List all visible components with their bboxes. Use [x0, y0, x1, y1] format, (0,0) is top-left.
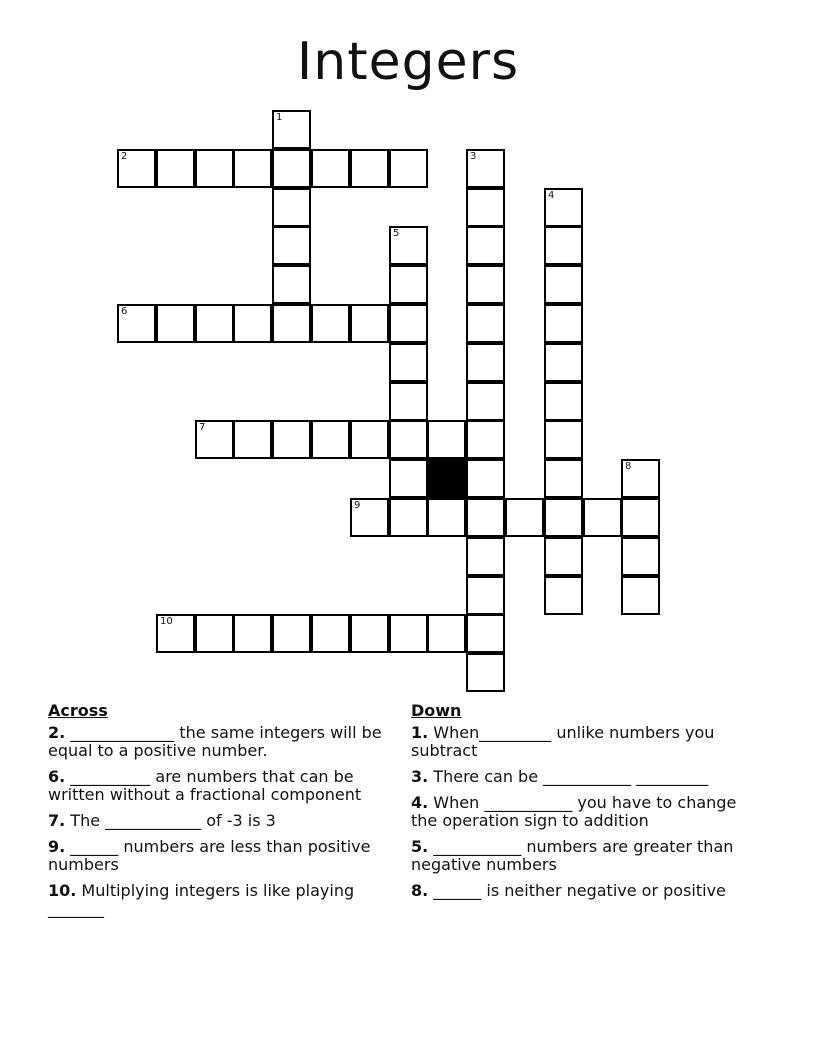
- clue-down-1: [411, 724, 756, 760]
- down-clues: [411, 702, 756, 908]
- across-clues: [48, 702, 388, 926]
- clue-text: __________ are numbers that can be written without a fractional component: [48, 767, 362, 804]
- crossword-cell[interactable]: [466, 149, 505, 188]
- crossword-cell[interactable]: [156, 614, 195, 653]
- crossword-cell[interactable]: [311, 614, 350, 653]
- clue-number-label: 4: [548, 190, 555, 201]
- crossword-cell[interactable]: [117, 149, 156, 188]
- clue-number-label: 7: [199, 422, 206, 433]
- crossword-cell[interactable]: [427, 498, 466, 537]
- crossword-cell[interactable]: [350, 420, 389, 459]
- clue-across-2: [48, 724, 388, 760]
- crossword-cell[interactable]: [350, 149, 389, 188]
- crossword-cell[interactable]: [195, 304, 234, 343]
- clue-text: ______ is neither negative or positive: [428, 881, 726, 900]
- crossword-cell[interactable]: [311, 420, 350, 459]
- clue-number-label: 1: [276, 112, 283, 123]
- clue-number: 5.: [411, 837, 429, 856]
- across-heading: Across: [48, 701, 108, 720]
- crossword-cell[interactable]: [544, 226, 583, 265]
- crossword-cell[interactable]: [466, 265, 505, 304]
- crossword-cell[interactable]: [544, 265, 583, 304]
- clue-number: 8.: [411, 881, 429, 900]
- crossword-cell[interactable]: [195, 149, 234, 188]
- crossword-cell[interactable]: [389, 498, 428, 537]
- crossword-cell[interactable]: [583, 498, 622, 537]
- crossword-cell[interactable]: [156, 149, 195, 188]
- clue-number: 1.: [411, 723, 429, 742]
- clue-number-label: 3: [470, 151, 477, 162]
- clue-number: 7.: [48, 811, 66, 830]
- crossword-cell[interactable]: [272, 110, 311, 149]
- crossword-cell[interactable]: [389, 226, 428, 265]
- crossword-cell[interactable]: [350, 304, 389, 343]
- crossword-cell[interactable]: [544, 304, 583, 343]
- crossword-cell[interactable]: [272, 149, 311, 188]
- clue-text: There can be ___________ _________: [428, 767, 709, 786]
- crossword-cell[interactable]: [272, 614, 311, 653]
- crossword-cell[interactable]: [621, 576, 660, 615]
- crossword-cell[interactable]: [466, 576, 505, 615]
- crossword-cell[interactable]: [272, 188, 311, 227]
- crossword-cell[interactable]: [311, 149, 350, 188]
- crossword-cell[interactable]: [427, 420, 466, 459]
- crossword-cell[interactable]: [195, 420, 234, 459]
- clue-number-label: 10: [160, 616, 173, 627]
- crossword-cell[interactable]: [311, 304, 350, 343]
- clue-text: Multiplying integers is like playing _______: [48, 881, 355, 918]
- clue-across-7: [48, 812, 388, 830]
- clue-text: When ___________ you have to change the operation sign to addition: [411, 793, 737, 830]
- crossword-cell[interactable]: [389, 382, 428, 421]
- crossword-cell[interactable]: [427, 614, 466, 653]
- clue-number-label: 9: [354, 500, 361, 511]
- crossword-cell[interactable]: [544, 343, 583, 382]
- crossword-cell[interactable]: [621, 459, 660, 498]
- crossword-cell[interactable]: [544, 537, 583, 576]
- clue-number-label: 5: [393, 228, 400, 239]
- crossword-cell[interactable]: [466, 420, 505, 459]
- crossword-cell[interactable]: [621, 537, 660, 576]
- page-title: Integers: [296, 32, 520, 92]
- crossword-cell[interactable]: [389, 614, 428, 653]
- crossword-cell[interactable]: [466, 226, 505, 265]
- clue-down-8: [411, 882, 756, 900]
- clue-text: _____________ the same integers will be equal to a positive number.: [48, 723, 382, 760]
- crossword-block: [427, 459, 466, 498]
- crossword-cell[interactable]: [544, 498, 583, 537]
- crossword-cell[interactable]: [156, 304, 195, 343]
- crossword-cell[interactable]: [117, 304, 156, 343]
- crossword-cell[interactable]: [389, 420, 428, 459]
- clue-number: 4.: [411, 793, 429, 812]
- crossword-cell[interactable]: [272, 226, 311, 265]
- clue-down-3: [411, 768, 756, 786]
- crossword-cell[interactable]: [233, 420, 272, 459]
- clue-number: 2.: [48, 723, 66, 742]
- clue-down-5: [411, 838, 756, 874]
- crossword-cell[interactable]: [350, 498, 389, 537]
- clue-number-label: 6: [121, 306, 128, 317]
- crossword-cell[interactable]: [389, 265, 428, 304]
- crossword-cell[interactable]: [505, 498, 544, 537]
- clue-number: 6.: [48, 767, 66, 786]
- crossword-cell[interactable]: [466, 498, 505, 537]
- crossword-cell[interactable]: [233, 149, 272, 188]
- crossword-cell[interactable]: [272, 265, 311, 304]
- clue-number: 3.: [411, 767, 429, 786]
- clue-number: 9.: [48, 837, 66, 856]
- crossword-cell[interactable]: [466, 614, 505, 653]
- clue-number-label: 2: [121, 151, 128, 162]
- crossword-cell[interactable]: [466, 188, 505, 227]
- crossword-cell[interactable]: [272, 304, 311, 343]
- crossword-cell[interactable]: [544, 576, 583, 615]
- crossword-cell[interactable]: [272, 420, 311, 459]
- crossword-cell[interactable]: [195, 614, 234, 653]
- crossword-cell[interactable]: [389, 149, 428, 188]
- crossword-cell[interactable]: [466, 653, 505, 692]
- down-heading: Down: [411, 701, 462, 720]
- clue-number: 10.: [48, 881, 77, 900]
- crossword-cell[interactable]: [389, 343, 428, 382]
- crossword-cell[interactable]: [466, 537, 505, 576]
- crossword-cell[interactable]: [233, 304, 272, 343]
- crossword-cell[interactable]: [544, 382, 583, 421]
- crossword-cell[interactable]: [466, 459, 505, 498]
- crossword-cell[interactable]: [350, 614, 389, 653]
- crossword-cell[interactable]: [466, 343, 505, 382]
- clue-text: When_________ unlike numbers you subtract: [411, 723, 715, 760]
- crossword-cell[interactable]: [389, 304, 428, 343]
- clue-across-6: [48, 768, 388, 804]
- crossword-cell[interactable]: [233, 614, 272, 653]
- crossword-cell[interactable]: [544, 188, 583, 227]
- crossword-cell[interactable]: [466, 304, 505, 343]
- crossword-cell[interactable]: [621, 498, 660, 537]
- clue-across-9: [48, 838, 388, 874]
- clue-text: ___________ numbers are greater than negative numbers: [411, 837, 734, 874]
- crossword-cell[interactable]: [544, 459, 583, 498]
- clue-text: The ____________ of -3 is 3: [65, 811, 276, 830]
- clue-text: ______ numbers are less than positive numbers: [48, 837, 371, 874]
- crossword-cell[interactable]: [466, 382, 505, 421]
- clue-number-label: 8: [625, 461, 632, 472]
- clue-down-4: [411, 794, 756, 830]
- clue-across-10: [48, 882, 388, 918]
- crossword-cell[interactable]: [389, 459, 428, 498]
- crossword-cell[interactable]: [544, 420, 583, 459]
